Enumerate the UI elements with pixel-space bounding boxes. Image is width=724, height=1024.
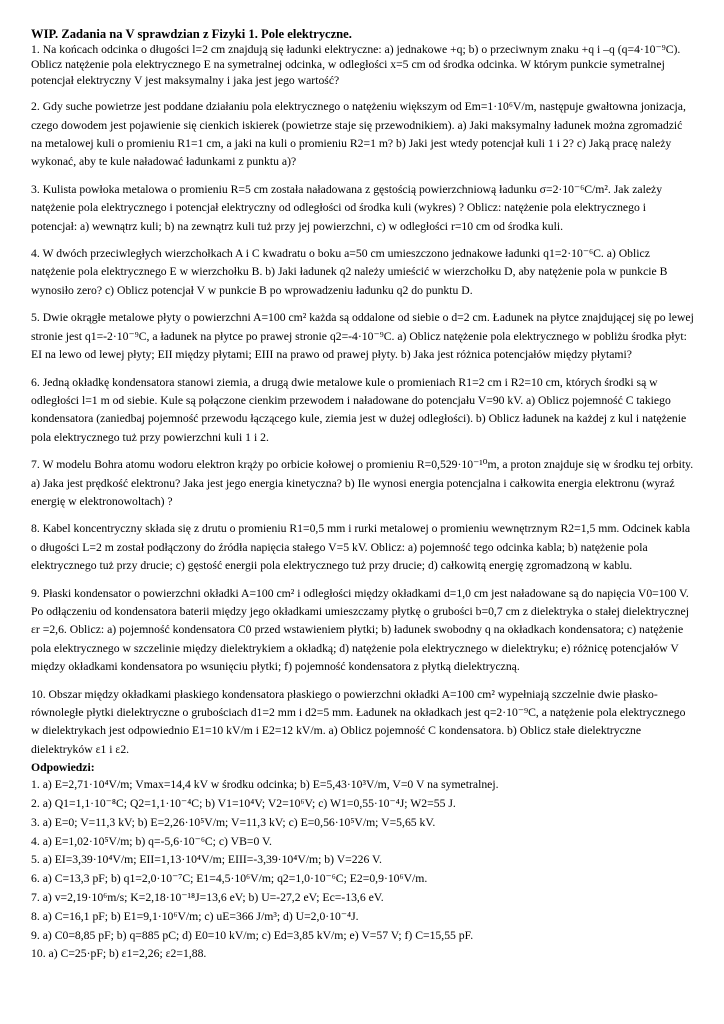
problem-text: 4. W dwóch przeciwległych wierzchołkach A i C kwadratu o boku a=50 cm umieszczono jednakowe ładunki q1=2·10⁻⁶C. a) Oblicz natężenie pola elektrycznego E w wierzchołku B. b) Jaki ładunek q2 należy umieścić w wierzchołku D, aby natężenie pola w punkcie B wynosiło zero? c) Oblicz potencjał V w punkcie B po wprowadzeniu ładunku q2 do punktu D. — [31, 247, 668, 297]
problem-4 — [31, 245, 694, 300]
problem-9 — [31, 585, 694, 677]
problem-10 — [31, 686, 694, 760]
problem-text: 1. Na końcach odcinka o długości l=2 cm znajdują się ładunki elektryczne: a) jednakowe +q; b) o przeciwnym znaku +q i –q (q=4·10⁻⁹C). Oblicz natężenie pola elektrycznego E na symetralnej odcinka, w odległości x=5 cm od środka odcinka. W którym punkcie symetralnej potencjał elektryczny V jest maksymalny i jaka jest jego wartość? — [31, 43, 681, 87]
answer-item: 9. a) C0=8,85 pF; b) q=885 pC; d) E0=10 kV/m; c) Ed=3,85 kV/m; e) V=57 V; f) C=15,55 pF. — [31, 928, 474, 942]
problem-text: 7. W modelu Bohra atomu wodoru elektron krąży po orbicie kołowej o promieniu R=0,529·10⁻¹⁰m, a proton znajduje się w środku tej orbity. a) Jaka jest prędkość elektronu? Jaka jest jego energia kinetyczna? b) Ile wynosi energia potencjalna i całkowita energia elektronu (wyraź energię w elektronowoltach) ? — [31, 458, 694, 508]
problem-text: 5. Dwie okrągłe metalowe płyty o powierzchni A=100 cm² każda są oddalone od siebie o d=2 cm. Ładunek na płytce znajdującej się po lewej stronie jest q1=-2·10⁻⁹C, a ładunek na płytce po prawej stronie q2=-4·10⁻⁹C. a) Oblicz natężenie pola elektrycznego w pobliżu środka płyt: EI na lewo od lewej płyty; EII między płytami; EIII na prawo od prawej płyty. b) Jaka jest różnica potencjałów między płytami? — [31, 311, 694, 362]
answer-item: 8. a) C=16,1 pF; b) E1=9,1·10⁶V/m; c) uE=366 J/m³; d) U=2,0·10⁻⁴J. — [31, 909, 359, 923]
answer-item: 4. a) E=1,02·10⁵V/m; b) q=-5,6·10⁻⁶C; c) VB=0 V. — [31, 834, 272, 848]
answer-item: 10. a) C=25·pF; b) ε1=2,26; ε2=1,88. — [31, 947, 207, 961]
answer-item: 7. a) v=2,19·10⁶m/s; K=2,18·10⁻¹⁸J=13,6 eV; b) U=-27,2 eV; Ec=-13,6 eV. — [31, 891, 384, 904]
answers-heading: Odpowiedzi: — [31, 761, 95, 775]
problem-5 — [31, 309, 694, 364]
document-title: WIP. Zadania na V sprawdzian z Fizyki 1. Pole elektryczne. — [31, 27, 352, 41]
problem-text: 10. Obszar między okładkami płaskiego kondensatora płaskiego o powierzchni okładki A=100 cm² wypełniają szczelnie dwie płasko-równoległe płytki dielektryczne o grubościach d1=2 mm i d2=5 mm. Ładunek na okładkach jest q=2·10⁻⁹C, a natężenie pola elektrycznego w dielektrykach jest odpowiednio E1=10 kV/m i E2=12 kV/m. a) Oblicz pojemność C kondensatora. b) Oblicz stałe dielektryczne dielektryków ε1 i ε2. — [31, 687, 686, 756]
answer-item: 2. a) Q1=1,1·10⁻⁸C; Q2=1,1·10⁻⁴C; b) V1=10⁴V; V2=10⁶V; c) W1=0,55·10⁻⁴J; W2=55 J. — [31, 797, 456, 811]
problem-text: 3. Kulista powłoka metalowa o promieniu R=5 cm została naładowana z gęstością powierzchniową ładunku σ=2·10⁻⁶C/m². Jak zależy natężenie pola elektrycznego i potencjał elektryczny od odległości od środka kuli (wykres) ? Oblicz: natężenie pola elektrycznego i potencjał: a) wewnątrz kuli; b) na zewnątrz kuli tuż przy jej powierzchni, c) w odległości r=10 cm od środka kuli. — [31, 182, 663, 233]
problem-6 — [31, 374, 694, 448]
problem-3 — [31, 181, 694, 236]
answer-item: 6. a) C=13,3 pF; b) q1=2,0·10⁻⁷C; E1=4,5·10⁶V/m; q2=1,0·10⁻⁶C; E2=0,9·10⁶V/m. — [31, 872, 428, 886]
answer-item: 3. a) E=0; V=11,3 kV; b) E=2,26·10⁵V/m; V=11,3 kV; c) E=0,56·10⁵V/m; V=5,65 kV. — [31, 815, 436, 829]
problem-2 — [31, 98, 694, 172]
answers-list — [31, 776, 694, 964]
answer-item: 5. a) EI=3,39·10⁴V/m; EII=1,13·10⁴V/m; EIII=-3,39·10⁴V/m; b) V=226 V. — [31, 853, 382, 867]
problem-8 — [31, 520, 694, 575]
problem-1 — [31, 42, 694, 88]
answer-item: 1. a) E=2,71·10⁴V/m; Vmax=14,4 kV w środku odcinka; b) E=5,43·10³V/m, V=0 V na symetralnej. — [31, 778, 499, 792]
problem-text: 2. Gdy suche powietrze jest poddane działaniu pola elektrycznego o natężeniu większym od Em=1·10⁶V/m, następuje gwałtowna jonizacja, czego dowodem jest pojawienie się cienkich iskierek (powietrze staje się przewodnikiem). a) Jaki maksymalny ładunek można zgromadzić na metalowej kuli o promieniu R1=1 cm, a jaki na kuli o promieniu R2=1 m? b) Jaki jest wtedy potencjał kuli 1 i 2? c) Jaką pracę należy wykonać, aby te kule naładować ładunkami z punktu a)? — [31, 100, 686, 169]
problem-text: 8. Kabel koncentryczny składa się z drutu o promieniu R1=0,5 mm i rurki metalowej o promieniu wewnętrznym R2=1,5 mm. Odcinek kabla o długości L=2 m został podłączony do źródła napięcia stałego V=5 kV. Oblicz: a) pojemność tego odcinka kabla; b) natężenie pola elektrycznego tuż przy drucie; c) gęstość energii pola elektrycznego tuż przy drucie; d) całkowitą energię zgromadzoną w kablu. — [31, 522, 691, 573]
problem-7 — [31, 456, 694, 511]
problem-text: 6. Jedną okładkę kondensatora stanowi ziemia, a drugą dwie metalowe kule o promieniach R1=2 cm i R2=10 cm, których środki są w odległości l=1 m od siebie. Kule są połączone cienkim przewodem i naładowane do potencjału V=90 kV. a) Oblicz pojemność C takiego kondensatora (zaniedbaj pojemność przewodu łączącego kule, ziemia jest w dużej odległości). b) Oblicz ładunek na każdej z kul i natężenie pola elektrycznego tuż przy powierzchni kuli 1 i 2. — [31, 375, 687, 444]
problem-text: 9. Płaski kondensator o powierzchni okładki A=100 cm² i odległości między okładkami d=1,0 cm jest naładowane są do napięcia V0=100 V. Po odłączeniu od kondensatora baterii między jego okładkami umieszczamy płytkę o grubości b=0,7 cm z dielektryka o stałej dielektrycznej εr =2,6. Oblicz: a) pojemność kondensatora C0 przed wstawieniem płytki; b) ładunek swobodny q na okładkach kondensatora; c) natężenie pola elektrycznego w szczelinie między dielektrykiem a okładką; d) natężenie pola elektrycznego w dielektryku; e) różnicę potencjałów V między okładkami kondensatora po wsunięciu płytki; f) pojemność kondensatora z płytką dielektryczną. — [31, 586, 689, 674]
